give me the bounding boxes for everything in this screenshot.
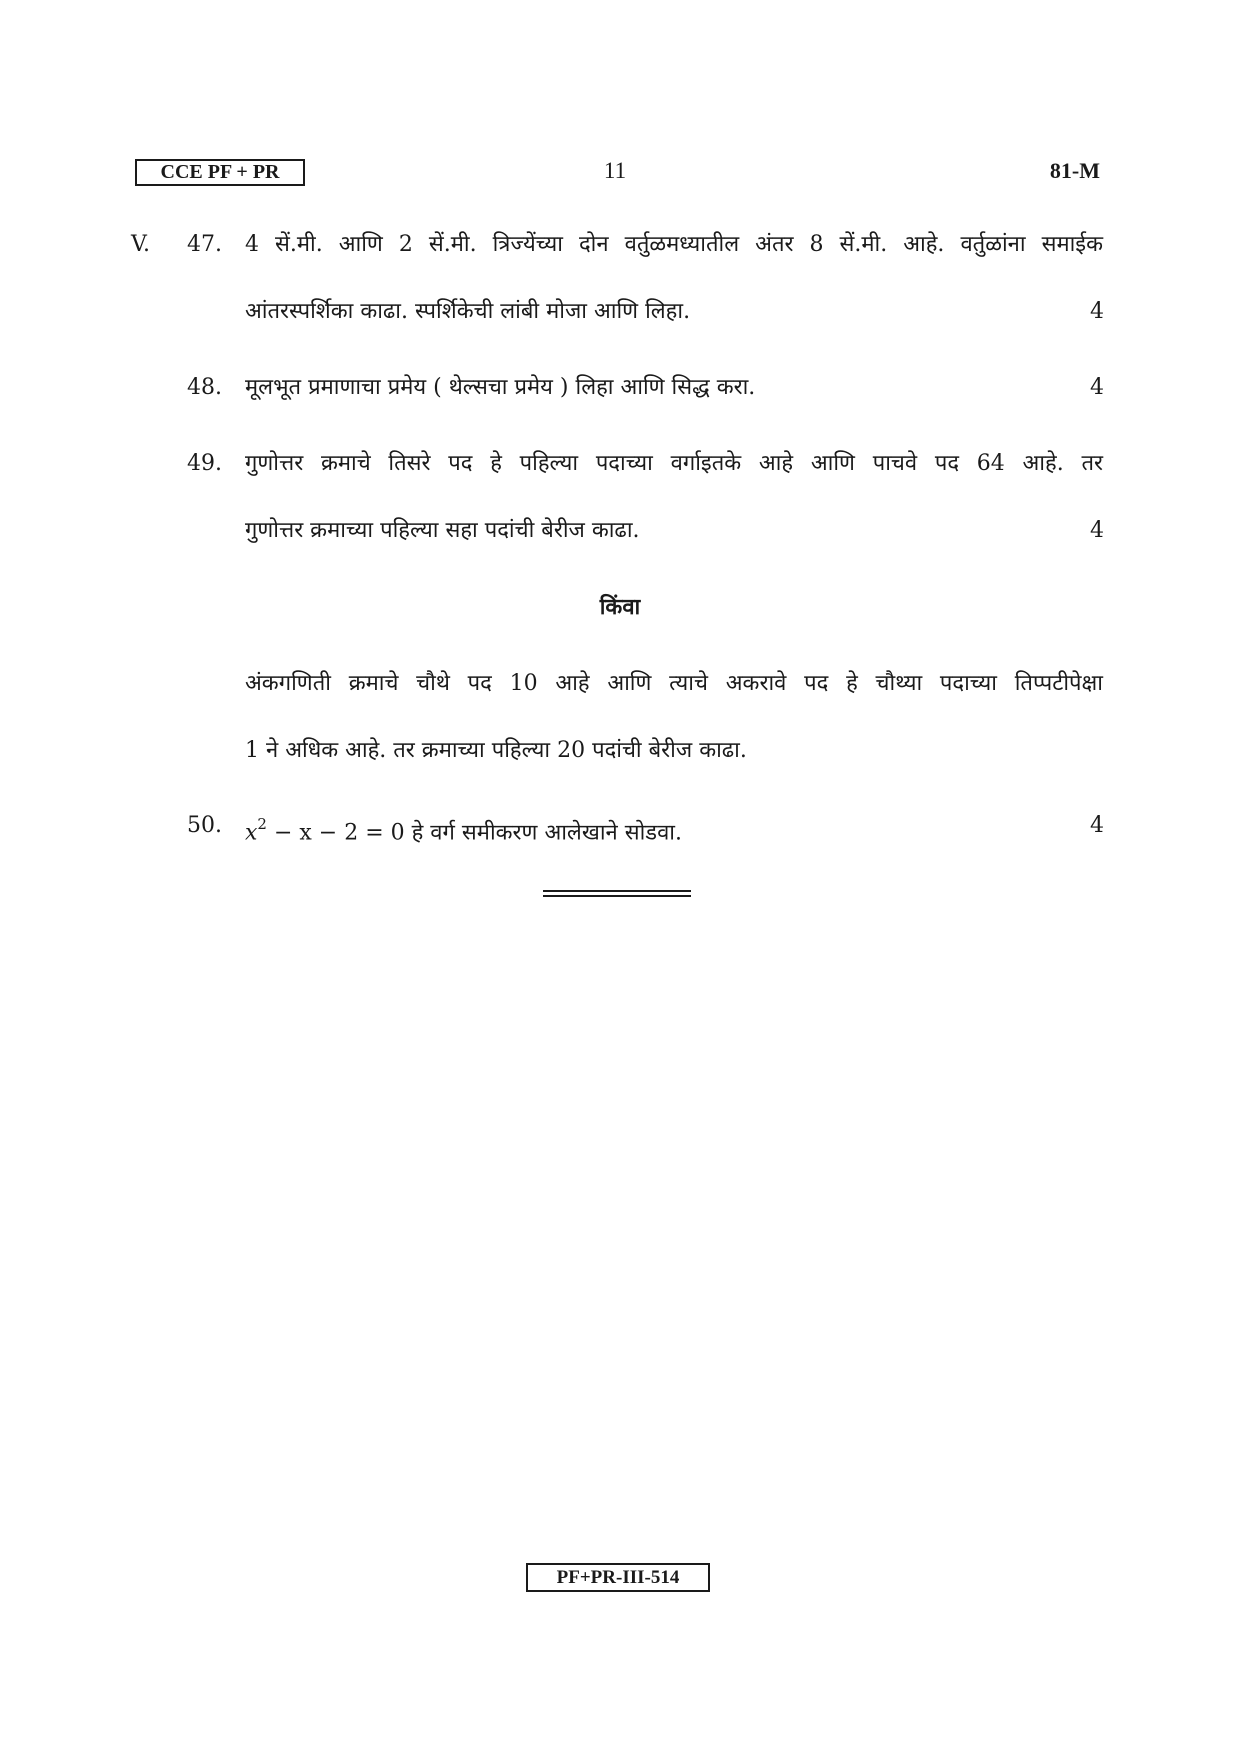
equation-exponent: 2 xyxy=(257,815,267,833)
question-49-number: 49. xyxy=(187,451,222,476)
equation-variable: x xyxy=(245,820,258,846)
question-50-text xyxy=(245,811,1045,848)
page-number: 11 xyxy=(603,158,627,183)
section-label: V. xyxy=(131,232,151,257)
question-47-number: 47. xyxy=(187,232,222,257)
or-question-line-2: 1 ने अधिक आहे. तर क्रमाच्या पहिल्या 20 पदांची बेरीज काढा. xyxy=(245,738,747,763)
paper-code: 81-M xyxy=(1049,158,1100,183)
question-48-text: मूलभूत प्रमाणाचा प्रमेय ( थेल्सचा प्रमेय ) लिहा आणि सिद्ध करा. xyxy=(245,375,756,400)
question-50-instruction: हे वर्ग समीकरण आलेखाने सोडवा. xyxy=(404,820,683,846)
header-subject-box: CCE PF + PR xyxy=(135,159,305,186)
question-48-number: 48. xyxy=(187,375,222,400)
question-47-line-1: 4 सें.मी. आणि 2 सें.मी. त्रिज्येंच्या दोन वर्तुळमध्यातील अंतर 8 सें.मी. आहे. वर्तुळांना समाईक xyxy=(245,232,1103,257)
question-47-marks: 4 xyxy=(1090,299,1104,324)
question-47-line-2: आंतरस्पर्शिका काढा. स्पर्शिकेची लांबी मोजा आणि लिहा. xyxy=(245,299,691,324)
question-50-number: 50. xyxy=(187,813,222,838)
end-of-questions-rule xyxy=(543,890,691,897)
equation-rest: − x − 2 = 0 xyxy=(266,820,405,846)
or-heading: किंवा xyxy=(599,594,641,620)
or-question-line-1: अंकगणिती क्रमाचे चौथे पद 10 आहे आणि त्याचे अकरावे पद हे चौथ्या पदाच्या तिप्पटीपेक्षा xyxy=(245,671,1103,696)
question-49-marks: 4 xyxy=(1090,518,1104,543)
question-48-marks: 4 xyxy=(1090,375,1104,400)
question-50-marks: 4 xyxy=(1090,813,1104,838)
footer-code-box: PF+PR-III-514 xyxy=(526,1563,710,1592)
question-49-line-1: गुणोत्तर क्रमाचे तिसरे पद हे पहिल्या पदाच्या वर्गाइतके आहे आणि पाचवे पद 64 आहे. तर xyxy=(245,451,1103,476)
question-49-line-2: गुणोत्तर क्रमाच्या पहिल्या सहा पदांची बेरीज काढा. xyxy=(245,518,640,543)
